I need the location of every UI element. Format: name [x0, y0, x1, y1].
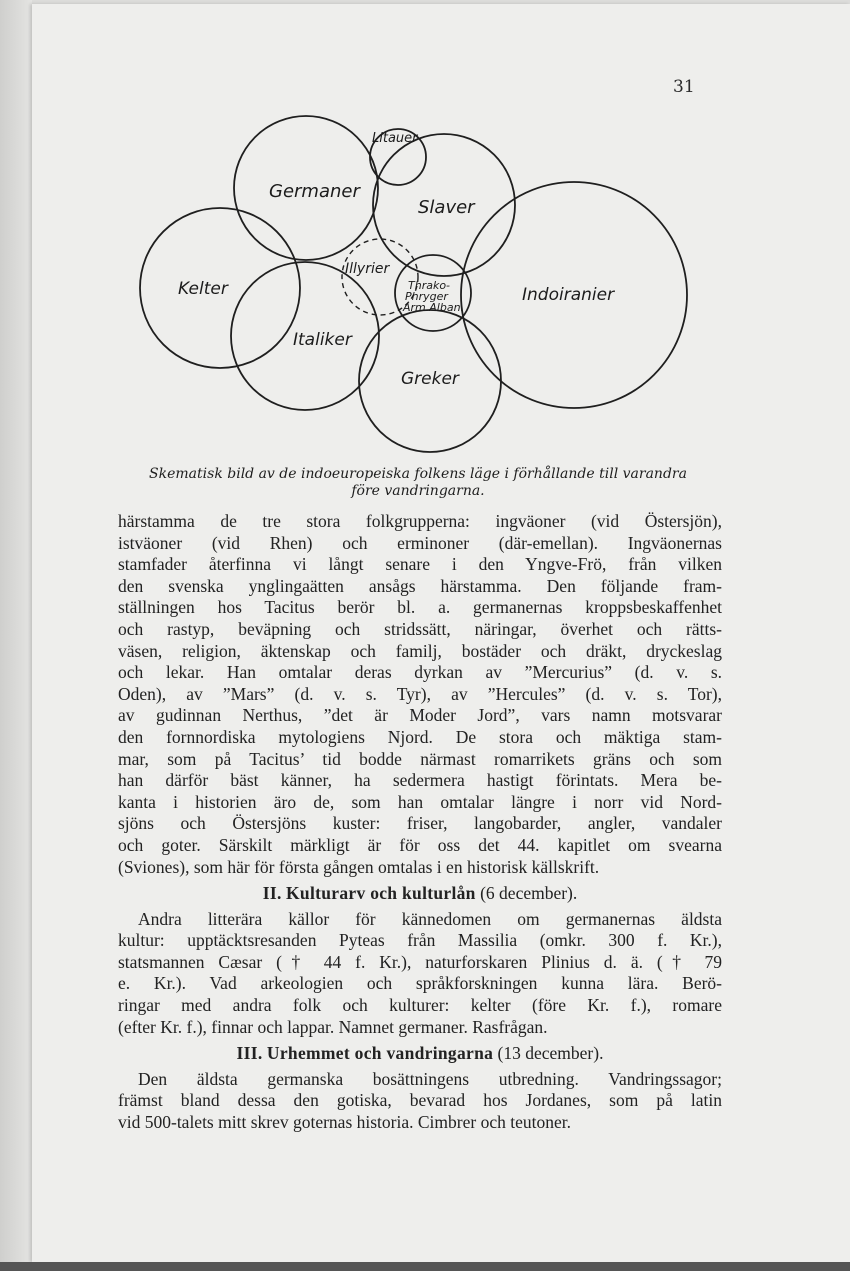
- body-text: [118, 511, 722, 1134]
- label-indoiranier: Indoiranier: [522, 285, 615, 305]
- label-slaver: Slaver: [418, 197, 475, 218]
- text-line: kultur: upptäcktsresanden Pyteas från Massilia (omkr. 300 f. Kr.),: [118, 930, 722, 951]
- caption-line: Skematisk bild av de indoeuropeiska folkens läge i förhållande till varandra: [149, 466, 687, 482]
- label-illyrier: Illyrier: [345, 261, 390, 277]
- text-line: kanta i historien äro de, som han omtalar längre i norr vid Nord-: [118, 791, 722, 812]
- label-greker: Greker: [401, 369, 459, 389]
- label-phryger: Phryger: [405, 290, 448, 303]
- text-line: främst bland dessa den gotiska, bevarad hos Jordanes, som på latin: [118, 1090, 722, 1111]
- text-line: och rastyp, beväpning och stridssätt, näringar, överhet och rätts-: [118, 618, 722, 639]
- text-line: sjöns och Östersjöns kuster: friser, langobarder, angler, vandaler: [118, 813, 722, 834]
- text-line: istväoner (vid Rhen) och erminoner (där-emellan). Ingväonernas: [118, 532, 722, 553]
- text-line: mar, som på Tacitus’ tid bodde närmast romarrikets gräns och som: [118, 748, 722, 769]
- text-line: (Sviones), som här för första gången omtalas i en historisk källskrift.: [118, 856, 600, 877]
- label-italiker: Italiker: [293, 330, 352, 350]
- text-line: härstamma de tre stora folkgrupperna: ingväoner (vid Östersjön),: [118, 511, 722, 531]
- label-arm-alban: Arm.Alban.: [403, 301, 465, 314]
- paragraph-urhemmet: [118, 1069, 722, 1134]
- text-line: den svenska ynglingaätten ansågs härstamma. Den följande fram-: [118, 575, 722, 596]
- page-number: 31: [673, 77, 695, 97]
- text-line: av gudinnan Nerthus, ”det är Moder Jord”, vars namn motsvarar: [118, 705, 722, 726]
- heading-date: (13 december).: [497, 1043, 604, 1064]
- text-line: och goter. Särskilt märkligt är för oss det 44. kapitlet om svearna: [118, 834, 722, 855]
- figure-caption: [118, 466, 718, 500]
- heading-number: II.: [262, 883, 282, 904]
- paragraph-kulturarv: [118, 909, 722, 1039]
- section-heading-ii: [118, 883, 722, 905]
- text-line: väsen, religion, äktenskap och familj, bostäder och dräkt, dryckeslag: [118, 640, 722, 661]
- text-line: Oden), av ”Mars” (d. v. s. Tyr), av ”Hercules” (d. v. s. Tor),: [118, 683, 722, 704]
- label-kelter: Kelter: [178, 279, 228, 299]
- text-line: statsmannen Cæsar († 44 f. Kr.), naturforskaren Plinius d. ä. († 79: [118, 951, 722, 972]
- section-heading-iii: [118, 1043, 722, 1065]
- text-line: stamfader återfinna vi långt senare i den Yngve-Frö, från vilken: [118, 554, 722, 575]
- heading-title: Kulturarv och kulturlån: [286, 883, 476, 904]
- text-line: ringar med andra folk och kulturer: kelter (före Kr. f.), romare: [118, 995, 722, 1016]
- text-line: han därför bäst känner, ha sedermera hastigt förintats. Mera be-: [118, 770, 722, 791]
- text-line: e. Kr.). Vad arkeologien och språkforskningen kunna lära. Berö-: [118, 973, 722, 994]
- text-line: vid 500-talets mitt skrev goternas historia. Cimbrer och teutoner.: [118, 1112, 571, 1133]
- label-litauer: Litauer: [372, 131, 418, 146]
- text-line: (efter Kr. f.), finnar och lappar. Namnet germaner. Rasfrågan.: [118, 1016, 548, 1037]
- label-thrako: Thrako-: [408, 279, 451, 292]
- indo-european-peoples-diagram: [0, 0, 850, 470]
- caption-line: före vandringarna.: [351, 483, 485, 499]
- heading-number: III.: [236, 1043, 263, 1064]
- text-line: och lekar. Han omtalar deras dyrkan av ”Mercurius” (d. v. s.: [118, 662, 722, 683]
- paragraph-tacitus: [118, 511, 722, 878]
- heading-title: Urhemmet och vandringarna: [266, 1043, 494, 1064]
- heading-date: (6 december).: [480, 883, 578, 904]
- text-line: den fornnordiska mytologiens Njord. De stora och mäktiga stam-: [118, 726, 722, 747]
- label-germaner: Germaner: [269, 181, 360, 202]
- text-line: Andra litterära källor för kännedomen om germanernas äldsta: [138, 908, 722, 929]
- scan-bottom-edge: [0, 1262, 850, 1271]
- text-line: Den äldsta germanska bosättningens utbredning. Vandringssagor;: [138, 1068, 722, 1089]
- text-line: ställningen hos Tacitus berör bl. a. germanernas kroppsbeskaffenhet: [118, 597, 722, 618]
